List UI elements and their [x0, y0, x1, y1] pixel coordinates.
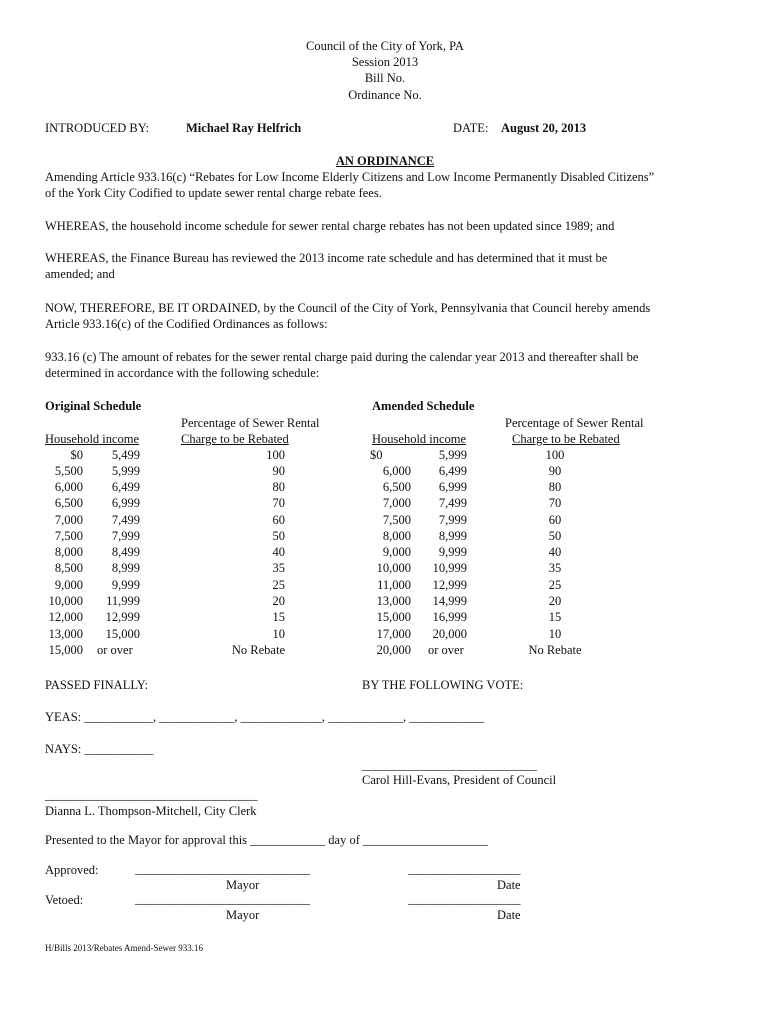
intro-date: August 20, 2013: [501, 121, 587, 135]
original-row: [45, 528, 285, 544]
income-to: 12,999: [432, 578, 467, 592]
income-from: 10,000: [376, 561, 411, 575]
income-to: or over: [97, 643, 133, 657]
income-from: 9,000: [54, 578, 83, 592]
amended-row: [370, 528, 660, 544]
income-to: or over: [428, 643, 464, 657]
amended-row: [370, 593, 660, 609]
rebate-pct: 35: [548, 561, 562, 575]
income-from: 8,000: [54, 545, 83, 559]
vetoed-date-line: __________________: [408, 892, 521, 906]
original-row: [45, 577, 285, 593]
whereas-2-line-2: amended; and: [45, 267, 115, 281]
rebate-pct: No Rebate: [231, 643, 285, 657]
income-to: 8,999: [438, 529, 467, 543]
income-from: 6,000: [54, 480, 83, 494]
income-from: 6,500: [54, 496, 83, 510]
rebate-pct: 70: [548, 496, 562, 510]
ordained-line-2: Article 933.16(c) of the Codified Ordinances as follows:: [45, 317, 328, 331]
rebate-pct: 10: [272, 627, 285, 641]
income-to: 7,999: [438, 513, 467, 527]
rebates-line-2: determined in accordance with the following schedule:: [45, 366, 320, 380]
original-schedule-title: Original Schedule: [45, 399, 142, 413]
whereas-1: WHEREAS, the household income schedule for sewer rental charge rebates has not been updated since 1989; and: [45, 219, 615, 233]
vetoed-date-label: Date: [497, 908, 521, 922]
amended-row: [370, 463, 660, 479]
income-to: 5,999: [438, 448, 467, 462]
bill-no-line: Bill No.: [364, 71, 406, 85]
footer-file-path: H/Bills 2013/Rebates Amend-Sewer 933.16: [45, 943, 203, 953]
rebate-pct: 25: [272, 578, 285, 592]
president-signature-line: ____________________________: [362, 758, 537, 772]
rebate-pct: 50: [272, 529, 285, 543]
whereas-2-line-1: WHEREAS, the Finance Bureau has reviewed the 2013 income rate schedule and has determined that it must be: [45, 251, 608, 265]
rebate-pct: 60: [272, 513, 285, 527]
amended-row: [370, 544, 660, 560]
approved-date-label: Date: [497, 878, 521, 892]
rebate-pct: 80: [272, 480, 285, 494]
original-row: [45, 544, 285, 560]
date-label: DATE:: [453, 121, 489, 135]
income-to: 6,499: [438, 464, 467, 478]
rebate-pct: 80: [548, 480, 562, 494]
original-row: [45, 479, 285, 495]
rebates-line-1: 933.16 (c) The amount of rebates for the sewer rental charge paid during the calendar year 2013 and thereafter shall be: [45, 350, 639, 364]
amended-row: [370, 560, 660, 576]
original-row: [45, 447, 285, 463]
income-from: $0: [70, 448, 83, 462]
rebate-pct: 70: [272, 496, 285, 510]
rebate-pct: 50: [548, 529, 562, 543]
original-income-header: Household income: [45, 432, 140, 446]
rebate-pct: 20: [548, 594, 562, 608]
original-row: [45, 642, 285, 658]
original-row: [45, 512, 285, 528]
income-to: 5,499: [111, 448, 140, 462]
income-from: $0: [370, 448, 383, 462]
session-line: Session 2013: [351, 55, 419, 69]
vetoed-label: Vetoed:: [45, 893, 84, 907]
income-from: 12,000: [48, 610, 83, 624]
income-from: 15,000: [376, 610, 411, 624]
income-to: 6,999: [111, 496, 140, 510]
original-pct-header-1: Percentage of Sewer Rental: [181, 416, 320, 430]
income-from: 11,000: [377, 578, 411, 592]
rebate-pct: 35: [272, 561, 285, 575]
rebate-pct: 15: [272, 610, 285, 624]
rebate-pct: 100: [545, 448, 565, 462]
rebate-pct: 60: [548, 513, 562, 527]
income-from: 17,000: [376, 627, 411, 641]
amending-line-2: of the York City Codified to update sewer rental charge rebate fees.: [45, 186, 382, 200]
rebate-pct: 25: [548, 578, 562, 592]
amended-row: [370, 626, 660, 642]
original-row: [45, 626, 285, 642]
yeas-line: YEAS: ___________, ____________, _____________, ____________, ____________: [45, 710, 485, 724]
income-to: 8,499: [111, 545, 140, 559]
income-from: 7,000: [382, 496, 411, 510]
income-from: 8,000: [382, 529, 411, 543]
rebate-pct: 40: [272, 545, 285, 559]
ordinance-no-line: Ordinance No.: [348, 88, 422, 102]
income-to: 8,999: [111, 561, 140, 575]
income-from: 13,000: [376, 594, 411, 608]
vetoed-mayor-label: Mayor: [226, 908, 260, 922]
income-from: 10,000: [48, 594, 83, 608]
introducer-name: Michael Ray Helfrich: [186, 121, 302, 135]
rebate-pct: 20: [272, 594, 285, 608]
original-row: [45, 593, 285, 609]
introduced-by-label: INTRODUCED BY:: [45, 121, 150, 135]
income-to: 6,499: [111, 480, 140, 494]
approved-mayor-label: Mayor: [226, 878, 260, 892]
income-to: 11,999: [106, 594, 140, 608]
income-from: 13,000: [48, 627, 83, 641]
approved-signature-line: ____________________________: [135, 862, 310, 876]
income-to: 16,999: [432, 610, 467, 624]
original-row: [45, 495, 285, 511]
by-vote-label: BY THE FOLLOWING VOTE:: [362, 678, 524, 692]
rebate-pct: 40: [548, 545, 562, 559]
income-from: 7,500: [382, 513, 411, 527]
approved-date-line: __________________: [408, 862, 521, 876]
amended-pct-header-2: Charge to be Rebated: [512, 432, 620, 446]
amended-pct-header-1: Percentage of Sewer Rental: [505, 416, 644, 430]
original-row: [45, 463, 285, 479]
income-to: 14,999: [432, 594, 467, 608]
income-from: 8,500: [54, 561, 83, 575]
income-to: 5,999: [111, 464, 140, 478]
amended-row: [370, 609, 660, 625]
council-header: Council of the City of York, PA: [306, 39, 464, 53]
income-from: 6,000: [382, 464, 411, 478]
clerk-signature-line: __________________________________: [45, 788, 258, 802]
income-to: 15,000: [105, 627, 140, 641]
income-to: 20,000: [432, 627, 467, 641]
amended-row: [370, 512, 660, 528]
rebate-pct: 90: [548, 464, 562, 478]
clerk-name: Dianna L. Thompson-Mitchell, City Clerk: [45, 804, 257, 818]
income-to: 7,999: [111, 529, 140, 543]
income-to: 7,499: [438, 496, 467, 510]
rebate-pct: 15: [548, 610, 562, 624]
president-name: Carol Hill-Evans, President of Council: [362, 773, 557, 787]
income-to: 9,999: [438, 545, 467, 559]
amending-line-1: Amending Article 933.16(c) “Rebates for Low Income Elderly Citizens and Low Income Permanently Disabled Citizens”: [45, 170, 655, 184]
amended-row: [370, 577, 660, 593]
income-from: 5,500: [54, 464, 83, 478]
approved-label: Approved:: [45, 863, 99, 877]
ordained-line-1: NOW, THEREFORE, BE IT ORDAINED, by the Council of the City of York, Pennsylvania that Council hereby amends: [45, 301, 651, 315]
income-from: 7,500: [54, 529, 83, 543]
ordinance-title: AN ORDINANCE: [335, 154, 435, 168]
income-from: 6,500: [382, 480, 411, 494]
income-from: 15,000: [48, 643, 83, 657]
income-from: 9,000: [382, 545, 411, 559]
rebate-pct: 10: [548, 627, 562, 641]
original-row: [45, 560, 285, 576]
income-to: 9,999: [111, 578, 140, 592]
amended-row: [370, 642, 660, 658]
income-to: 10,999: [432, 561, 467, 575]
income-to: 7,499: [111, 513, 140, 527]
rebate-pct: 90: [272, 464, 285, 478]
income-to: 12,999: [105, 610, 140, 624]
income-from: 20,000: [376, 643, 411, 657]
rebate-pct: No Rebate: [528, 643, 582, 657]
amended-schedule-title: Amended Schedule: [372, 399, 475, 413]
passed-finally-label: PASSED FINALLY:: [45, 678, 149, 692]
vetoed-signature-line: ____________________________: [135, 892, 310, 906]
rebate-pct: 100: [266, 448, 285, 462]
presented-to-mayor: Presented to the Mayor for approval this ____________ day of ____________________: [45, 833, 488, 847]
nays-line: NAYS: ___________: [45, 742, 154, 756]
amended-row: [370, 447, 660, 463]
income-from: 7,000: [54, 513, 83, 527]
income-to: 6,999: [438, 480, 467, 494]
amended-row: [370, 479, 660, 495]
original-row: [45, 609, 285, 625]
amended-row: [370, 495, 660, 511]
amended-income-header: Household income: [372, 432, 467, 446]
original-pct-header-2: Charge to be Rebated: [181, 432, 289, 446]
